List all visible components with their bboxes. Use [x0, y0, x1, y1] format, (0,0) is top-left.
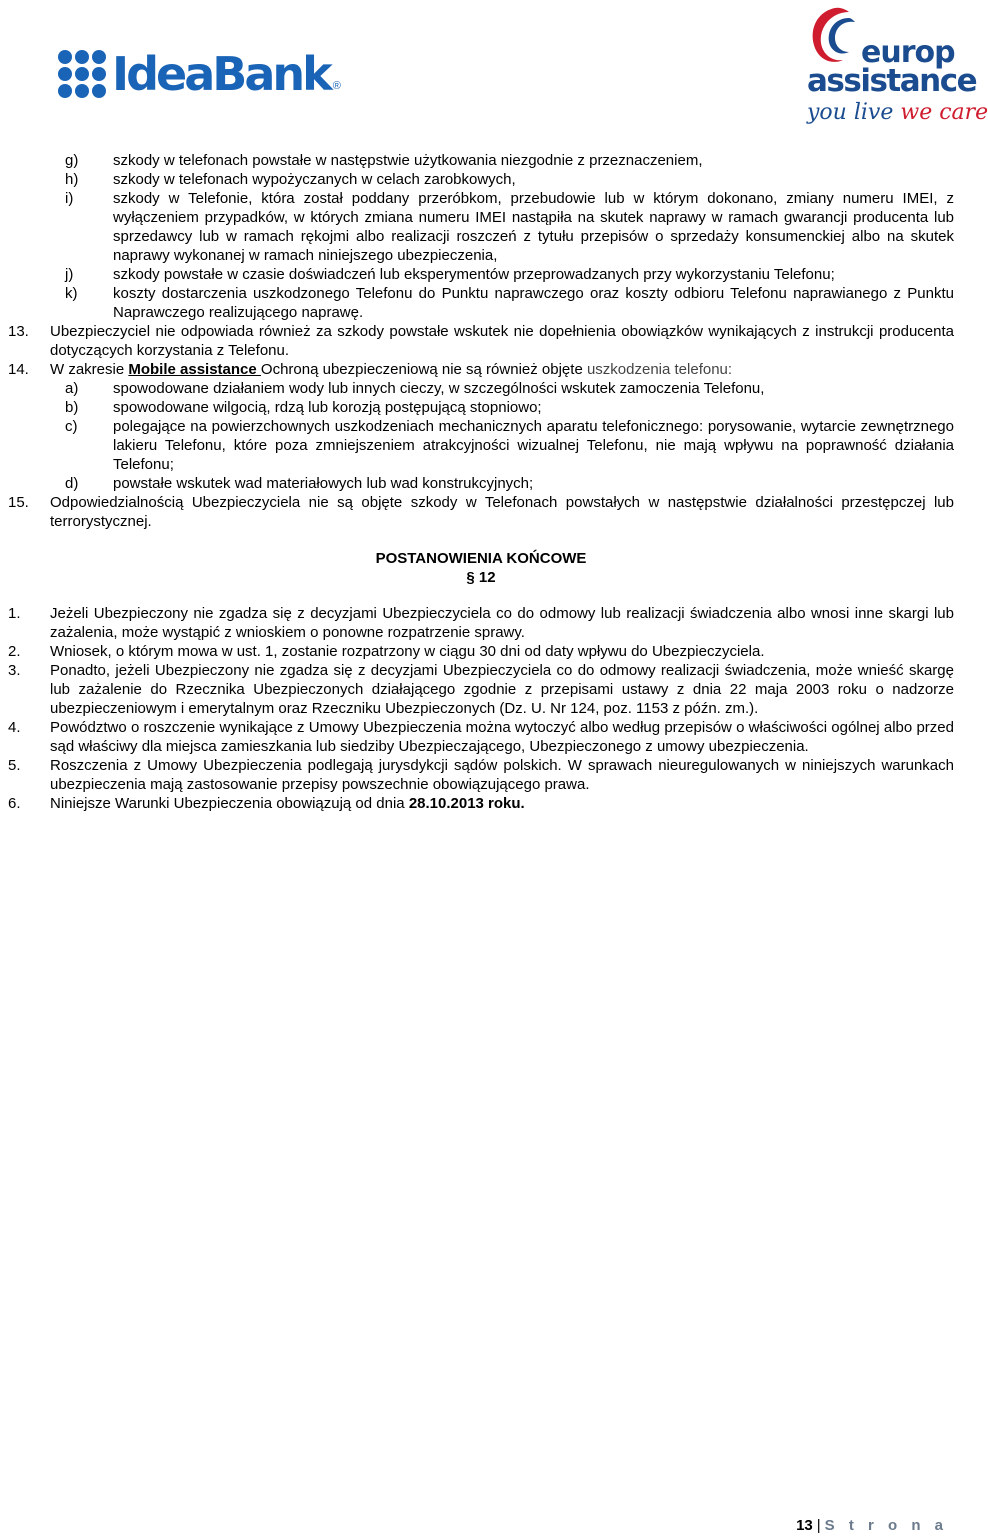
clause-number: 15.: [8, 494, 29, 511]
list-item: [8, 170, 954, 189]
item-text: szkody w telefonach wypożyczanych w celach zarobkowych,: [113, 171, 516, 188]
ideabank-logo: [58, 48, 341, 100]
clause-text: Odpowiedzialnością Ubezpieczyciela nie są objęte szkody w Telefonach powstałych w następstwie działalności przestępczej lub terrorystycznej.: [50, 494, 954, 530]
registered-mark: ®: [332, 80, 341, 92]
final-item: [8, 794, 954, 813]
list-item: [8, 189, 954, 265]
page-footer: [796, 1517, 948, 1534]
clause-number: 14.: [8, 361, 29, 378]
footer-separator: |: [816, 1517, 821, 1534]
item-label: c): [65, 418, 78, 435]
effective-date: 28.10.2013 roku.: [408, 795, 525, 812]
item-text: Jeżeli Ubezpieczony nie zgadza się z decyzjami Ubezpieczyciela co do odmowy lub realizacji świadczenia albo wnosi inne skargi lub zażalenia, może wystąpić z wnioskiem o ponowne rozpatrzenie sprawy.: [50, 605, 954, 641]
item-text: powstałe wskutek wad materiałowych lub wad konstrukcyjnych;: [113, 475, 534, 492]
section-number: § 12: [466, 569, 496, 586]
page-label: S t r o n a: [824, 1517, 948, 1534]
item-text: spowodowane działaniem wody lub innych cieczy, w szczególności wskutek zamoczenia Telefonu,: [113, 380, 765, 397]
item-label: 1.: [8, 605, 21, 622]
document-body: [8, 151, 954, 813]
clause-number: 13.: [8, 323, 29, 340]
item-text: koszty dostarczenia uszkodzonego Telefonu do Punktu naprawczego oraz koszty odbioru Telefonu naprawianego z Punktu Naprawczego realizującego naprawę.: [113, 285, 954, 321]
clause-13: [8, 322, 954, 360]
final-item: [8, 661, 954, 718]
item-text: Powództwo o roszczenie wynikające z Umowy Ubezpieczenia można wytoczyć albo według przepisów o właściwości ogólnej albo przed sąd właściwy dla miejsca zamieszkania lub siedziby Ubezpieczającego, Ubezpieczonego z umowy ubezpieczenia.: [50, 719, 954, 755]
final-item: [8, 604, 954, 642]
assistance-word: assistance: [807, 63, 977, 99]
item-text: Niniejsze Warunki Ubezpieczenia obowiązują od dnia 28.10.2013 roku.: [50, 795, 525, 812]
exclusions-list: [8, 151, 954, 322]
item-text: Wniosek, o którym mowa w ust. 1, zostanie rozpatrzony w ciągu 30 dni od daty wpływu do Ubezpieczyciela.: [50, 643, 765, 660]
final-item: [8, 756, 954, 794]
section-title: POSTANOWIENIA KOŃCOWE: [375, 550, 587, 567]
item-label: d): [65, 475, 79, 492]
list-item: [8, 265, 954, 284]
item-label: i): [65, 190, 74, 207]
final-provisions-list: [8, 604, 954, 794]
item-label: a): [65, 380, 79, 397]
item-text: Roszczenia z Umowy Ubezpieczenia podlegają jurysdykcji sądów polskich. W sprawach nieuregulowanych w niniejszych warunkach ubezpieczenia mają zastosowanie przepisy powszechnie obowiązującego prawa.: [50, 757, 954, 793]
item-label: b): [65, 399, 79, 416]
list-item: [8, 398, 954, 417]
clause-15: [8, 493, 954, 531]
list-item: [8, 474, 954, 493]
item-text: Ponadto, jeżeli Ubezpieczony nie zgadza się z decyzjami Ubezpieczyciela co do odmowy realizacji świadczenia, może wnieść skargę lub zażalenie do Rzecznika Ubezpieczonych działającego zgodnie z przepisami ustawy z dnia 22 maja 2003 roku o nadzorze ubezpieczeniowym i emerytalnym oraz Rzeczniku Ubezpieczonych (Dz. U. Nr 124, poz. 1153 z późn. zm.).: [50, 662, 954, 717]
item-label: j): [65, 266, 74, 283]
damage-exclusions-list: [8, 379, 954, 493]
clause-text: W zakresie Mobile assistance Ochroną ubezpieczeniową nie są również objęte uszkodzenia telefonu:: [50, 361, 733, 378]
list-item: [8, 284, 954, 322]
item-label: k): [65, 285, 78, 302]
mobile-assistance-term: Mobile assistance: [128, 361, 261, 378]
ideabank-dots-icon: [58, 50, 106, 98]
item-label: g): [65, 152, 79, 169]
final-item: [8, 718, 954, 756]
clause-14: [8, 360, 954, 379]
list-item: [8, 417, 954, 474]
item-text: szkody w Telefonie, która został poddany przeróbkom, przebudowie lub w którym dokonano, zmiany numeru IMEI, z wyłączeniem przypadków, w których zmiana numeru IMEI nastąpiła na skutek naprawy w ramach gwarancji producenta lub sprzedawcy lub w ramach rękojmi albo realizacji roszczeń z tytułu przepisów o sprzedaży konsumenckiej albo na skutek naprawy wykonanej w ramach niniejszego ubezpieczenia,: [113, 190, 954, 264]
item-text: szkody powstałe w czasie doświadczeń lub eksperymentów przeprowadzanych przy wykorzystaniu Telefonu;: [113, 266, 835, 283]
item-label: 3.: [8, 662, 21, 679]
item-number: 6.: [8, 795, 21, 812]
list-item: [8, 151, 954, 170]
item-label: 5.: [8, 757, 21, 774]
europ-tagline: you live we care: [807, 100, 988, 125]
item-text: szkody w telefonach powstałe w następstwie użytkowania niezgodnie z przeznaczeniem,: [113, 152, 703, 169]
final-item: [8, 642, 954, 661]
page-number: 13: [796, 1517, 813, 1534]
item-label: h): [65, 171, 79, 188]
europ-word: europ: [861, 35, 955, 70]
item-text: polegające na powierzchownych uszkodzeniach mechanicznych aparatu telefonicznego: porysowanie, wytarcie zewnętrznego lakieru Telefonu, które poza zmniejszeniem atrakcyjności wizualnej Telefonu, nie mają wpływu na poprawność działania Telefonu;: [113, 418, 954, 473]
clause-text: Ubezpieczyciel nie odpowiada również za szkody powstałe wskutek nie dopełnienia obowiązków wynikających z instrukcji producenta dotyczących korzystania z Telefonu.: [50, 323, 954, 359]
ideabank-wordmark: IdeaBank: [112, 47, 330, 101]
europ-swirl-icon: [805, 4, 865, 68]
europ-assistance-logo: [805, 4, 988, 128]
list-item: [8, 379, 954, 398]
item-label: 2.: [8, 643, 21, 660]
item-text: spowodowane wilgocią, rdzą lub korozją postępującą stopniowo;: [113, 399, 542, 416]
item-label: 4.: [8, 719, 21, 736]
